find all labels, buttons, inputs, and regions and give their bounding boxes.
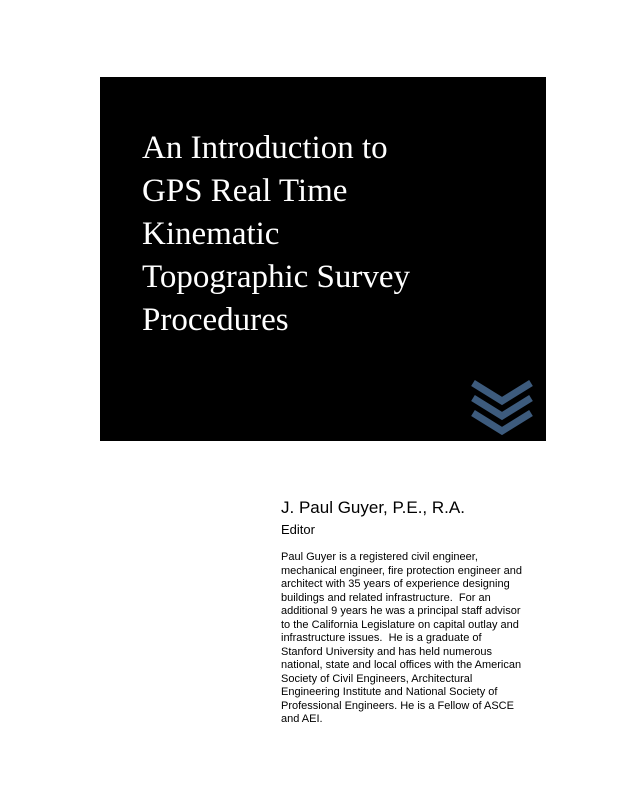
- author-bio-line: Paul Guyer is a registered civil engineer,: [281, 551, 478, 563]
- author-bio: [281, 551, 546, 727]
- author-name: J. Paul Guyer, P.E., R.A.: [281, 498, 465, 517]
- book-title: [142, 127, 532, 342]
- author-bio-line: national, state and local offices with the American: [281, 659, 522, 671]
- author-bio-line: buildings and related infrastructure. For an: [281, 591, 491, 604]
- author-bio-line: Stanford University and has held numerous: [281, 645, 492, 658]
- author-bio-line: Engineering Institute and National Society of: [281, 686, 498, 698]
- author-bio-line: additional 9 years he was a principal staff advisor: [281, 605, 521, 617]
- author-bio-line: mechanical engineer, fire protection engineer and: [281, 564, 522, 577]
- book-title-line: Procedures: [142, 302, 289, 338]
- author-bio-line: architect with 35 years of experience designing: [281, 578, 510, 590]
- book-title-line: Kinematic: [142, 216, 280, 252]
- author-bio-line: Professional Engineers. He is a Fellow of ASCE: [281, 699, 514, 712]
- author-bio-line: to the California Legislature on capital outlay and: [281, 618, 519, 631]
- cover-title-block: [100, 77, 546, 441]
- book-title-line: An Introduction to: [142, 130, 388, 166]
- author-bio-line: infrastructure issues. He is a graduate of: [281, 632, 482, 644]
- book-title-line: Topographic Survey: [142, 259, 411, 295]
- author-bio-line: Society of Civil Engineers, Architectural: [281, 672, 473, 685]
- book-title-line: GPS Real Time: [142, 173, 348, 209]
- author-bio-line: and AEI.: [281, 713, 323, 725]
- author-role: Editor: [281, 522, 315, 537]
- triple-chevron-down-icon: [471, 379, 533, 435]
- author-block: [281, 497, 551, 539]
